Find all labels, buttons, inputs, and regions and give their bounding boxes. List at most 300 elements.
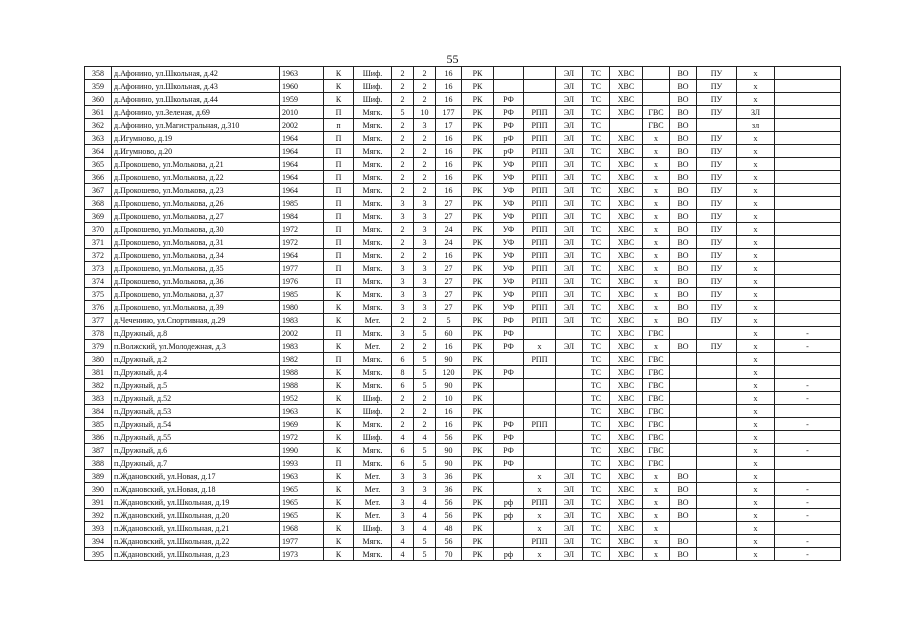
cell-col-vo: ВО (670, 184, 697, 197)
cell-floors: 3 (392, 327, 414, 340)
cell-col-el: ЭЛ (556, 288, 583, 301)
cell-address: п.Ждановский, ул.Школьная, д.22 (112, 535, 280, 548)
cell-col-hvs: ХВС (610, 314, 643, 327)
page-number: 55 (446, 52, 459, 66)
cell-col-gvs: х (643, 301, 670, 314)
table-row (85, 353, 841, 366)
cell-row-number: 382 (85, 379, 112, 392)
cell-col-rpp (524, 379, 556, 392)
table-row (85, 496, 841, 509)
cell-col-x: х (737, 405, 775, 418)
cell-col-x: х (737, 184, 775, 197)
cell-col-gvs: х (643, 210, 670, 223)
cell-col-pu: ПУ (697, 145, 737, 158)
cell-year-built: 1990 (280, 444, 324, 457)
cell-col-extra: - (775, 392, 841, 405)
cell-col-gvs (643, 93, 670, 106)
cell-entrances: 5 (414, 535, 436, 548)
cell-year-built: 1984 (280, 210, 324, 223)
cell-col-extra (775, 132, 841, 145)
cell-address: д.Афонино, ул.Школьная, д.43 (112, 80, 280, 93)
cell-col-el: ЭЛ (556, 314, 583, 327)
cell-address: п.Волжский, ул.Молодежная, д.3 (112, 340, 280, 353)
cell-col-gvs (643, 67, 670, 80)
cell-col-ts: ТС (583, 483, 610, 496)
cell-apartments: 10 (436, 392, 462, 405)
cell-col-pu: ПУ (697, 171, 737, 184)
cell-col-rf (494, 80, 524, 93)
cell-address: п.Ждановский, ул.Школьная, д.23 (112, 548, 280, 561)
cell-apartments: 27 (436, 210, 462, 223)
cell-col-hvs: ХВС (610, 171, 643, 184)
cell-wall-material: П (324, 236, 354, 249)
cell-col-rpp: РПП (524, 145, 556, 158)
cell-col-vo: ВО (670, 509, 697, 522)
cell-row-number: 375 (85, 288, 112, 301)
cell-floors: 3 (392, 262, 414, 275)
cell-entrances: 3 (414, 197, 436, 210)
cell-col-extra (775, 405, 841, 418)
cell-col-gvs: х (643, 288, 670, 301)
cell-col-rk: РК (462, 340, 494, 353)
cell-row-number: 359 (85, 80, 112, 93)
cell-col-gvs: ГВС (643, 119, 670, 132)
cell-row-number: 377 (85, 314, 112, 327)
cell-col-gvs: ГВС (643, 366, 670, 379)
cell-col-x: зл (737, 119, 775, 132)
cell-row-number: 373 (85, 262, 112, 275)
cell-wall-material: п (324, 119, 354, 132)
cell-col-rk: РК (462, 327, 494, 340)
cell-row-number: 381 (85, 366, 112, 379)
cell-col-extra: - (775, 548, 841, 561)
cell-address: п.Дружный, д.55 (112, 431, 280, 444)
cell-apartments: 16 (436, 405, 462, 418)
cell-col-rk: РК (462, 262, 494, 275)
cell-col-extra (775, 184, 841, 197)
cell-col-rk: РК (462, 366, 494, 379)
cell-apartments: 90 (436, 353, 462, 366)
cell-wall-material: К (324, 431, 354, 444)
cell-col-gvs: х (643, 548, 670, 561)
cell-roof-type: Мягк. (354, 548, 392, 561)
cell-col-el (556, 392, 583, 405)
cell-col-rpp (524, 93, 556, 106)
cell-entrances: 3 (414, 119, 436, 132)
cell-col-rk: РК (462, 379, 494, 392)
cell-roof-type: Мягк. (354, 119, 392, 132)
cell-col-gvs: ГВС (643, 444, 670, 457)
cell-roof-type: Мягк. (354, 262, 392, 275)
cell-roof-type: Мягк. (354, 158, 392, 171)
cell-entrances: 2 (414, 249, 436, 262)
cell-col-rf (494, 67, 524, 80)
cell-col-ts: ТС (583, 301, 610, 314)
cell-col-rpp: РПП (524, 535, 556, 548)
cell-col-gvs: х (643, 145, 670, 158)
cell-col-rpp (524, 67, 556, 80)
cell-year-built: 1952 (280, 392, 324, 405)
cell-floors: 2 (392, 93, 414, 106)
cell-roof-type: Мягк. (354, 275, 392, 288)
cell-address: п.Дружный, д.6 (112, 444, 280, 457)
cell-col-rpp (524, 392, 556, 405)
cell-col-hvs: ХВС (610, 431, 643, 444)
cell-entrances: 2 (414, 132, 436, 145)
cell-col-extra (775, 210, 841, 223)
cell-col-vo (670, 392, 697, 405)
cell-wall-material: К (324, 379, 354, 392)
cell-col-vo: ВО (670, 197, 697, 210)
cell-floors: 2 (392, 314, 414, 327)
cell-col-vo: ВО (670, 119, 697, 132)
cell-row-number: 368 (85, 197, 112, 210)
cell-col-x: х (737, 67, 775, 80)
cell-col-el (556, 405, 583, 418)
cell-address: п.Ждановский, ул.Школьная, д.19 (112, 496, 280, 509)
cell-col-pu (697, 483, 737, 496)
cell-col-extra: - (775, 418, 841, 431)
cell-col-rpp: РПП (524, 132, 556, 145)
cell-floors: 2 (392, 340, 414, 353)
cell-col-pu: ПУ (697, 197, 737, 210)
cell-col-vo: ВО (670, 470, 697, 483)
cell-wall-material: К (324, 535, 354, 548)
cell-roof-type: Шиф. (354, 405, 392, 418)
cell-col-hvs: ХВС (610, 184, 643, 197)
cell-year-built: 1964 (280, 249, 324, 262)
cell-roof-type: Мягк. (354, 366, 392, 379)
cell-year-built: 1983 (280, 340, 324, 353)
cell-roof-type: Мет. (354, 483, 392, 496)
cell-col-rf: УФ (494, 236, 524, 249)
cell-col-rpp: РПП (524, 301, 556, 314)
cell-col-vo (670, 327, 697, 340)
cell-col-el (556, 431, 583, 444)
cell-col-vo (670, 522, 697, 535)
cell-apartments: 48 (436, 522, 462, 535)
cell-col-ts: ТС (583, 418, 610, 431)
cell-col-rk: РК (462, 496, 494, 509)
cell-col-pu (697, 327, 737, 340)
table-row (85, 340, 841, 353)
cell-row-number: 393 (85, 522, 112, 535)
cell-col-rk: РК (462, 171, 494, 184)
cell-col-pu: ПУ (697, 236, 737, 249)
cell-col-hvs: ХВС (610, 418, 643, 431)
cell-col-x: х (737, 535, 775, 548)
cell-col-gvs: х (643, 223, 670, 236)
cell-col-rf: РФ (494, 340, 524, 353)
cell-col-el: ЭЛ (556, 119, 583, 132)
table-row (85, 301, 841, 314)
cell-col-ts: ТС (583, 353, 610, 366)
table-row (85, 93, 841, 106)
cell-col-x: х (737, 262, 775, 275)
cell-floors: 6 (392, 379, 414, 392)
cell-entrances: 3 (414, 223, 436, 236)
cell-roof-type: Мягк. (354, 132, 392, 145)
cell-entrances: 2 (414, 314, 436, 327)
cell-col-extra (775, 158, 841, 171)
cell-col-rpp: РПП (524, 184, 556, 197)
cell-col-rf: УФ (494, 184, 524, 197)
cell-apartments: 16 (436, 158, 462, 171)
cell-wall-material: К (324, 392, 354, 405)
table-row (85, 431, 841, 444)
cell-col-el: ЭЛ (556, 496, 583, 509)
cell-col-rpp: РПП (524, 197, 556, 210)
cell-year-built: 1988 (280, 379, 324, 392)
cell-col-rf: УФ (494, 249, 524, 262)
cell-entrances: 2 (414, 171, 436, 184)
cell-col-pu (697, 535, 737, 548)
cell-year-built: 1993 (280, 457, 324, 470)
cell-row-number: 362 (85, 119, 112, 132)
cell-col-extra (775, 145, 841, 158)
cell-col-rf: РФ (494, 431, 524, 444)
cell-col-gvs: х (643, 275, 670, 288)
cell-apartments: 120 (436, 366, 462, 379)
cell-col-hvs: ХВС (610, 197, 643, 210)
cell-col-ts: ТС (583, 444, 610, 457)
cell-year-built: 1976 (280, 275, 324, 288)
cell-col-rf: УФ (494, 210, 524, 223)
cell-col-vo: ВО (670, 301, 697, 314)
cell-col-rpp (524, 431, 556, 444)
cell-col-hvs: ХВС (610, 93, 643, 106)
cell-col-rf (494, 522, 524, 535)
cell-address: д.Афонино, ул.Магистральная, д.310 (112, 119, 280, 132)
cell-col-el: ЭЛ (556, 197, 583, 210)
cell-apartments: 60 (436, 327, 462, 340)
cell-col-pu: ПУ (697, 275, 737, 288)
cell-col-x: х (737, 379, 775, 392)
cell-floors: 6 (392, 353, 414, 366)
cell-floors: 6 (392, 457, 414, 470)
cell-col-x: х (737, 314, 775, 327)
cell-row-number: 366 (85, 171, 112, 184)
cell-wall-material: К (324, 483, 354, 496)
cell-col-x: х (737, 457, 775, 470)
cell-row-number: 360 (85, 93, 112, 106)
cell-col-pu: ПУ (697, 67, 737, 80)
cell-col-x: х (737, 548, 775, 561)
cell-col-gvs: х (643, 314, 670, 327)
cell-col-vo: ВО (670, 210, 697, 223)
cell-col-pu (697, 444, 737, 457)
cell-col-rf: УФ (494, 301, 524, 314)
cell-col-pu: ПУ (697, 184, 737, 197)
cell-col-el (556, 457, 583, 470)
cell-col-rpp: РПП (524, 275, 556, 288)
table-row (85, 197, 841, 210)
cell-year-built: 2002 (280, 119, 324, 132)
cell-wall-material: П (324, 353, 354, 366)
cell-wall-material: П (324, 223, 354, 236)
cell-roof-type: Мягк. (354, 327, 392, 340)
cell-col-gvs: х (643, 496, 670, 509)
cell-col-hvs: ХВС (610, 509, 643, 522)
cell-col-ts: ТС (583, 158, 610, 171)
cell-col-gvs: х (643, 197, 670, 210)
cell-col-extra (775, 80, 841, 93)
cell-col-gvs: х (643, 132, 670, 145)
cell-entrances: 5 (414, 548, 436, 561)
cell-col-rf: УФ (494, 223, 524, 236)
cell-address: п.Ждановский, ул.Новая, д.17 (112, 470, 280, 483)
cell-col-extra: - (775, 444, 841, 457)
cell-col-rf: рф (494, 496, 524, 509)
cell-col-el: ЭЛ (556, 67, 583, 80)
table-row (85, 145, 841, 158)
cell-col-extra (775, 93, 841, 106)
cell-roof-type: Мягк. (354, 444, 392, 457)
cell-year-built: 1964 (280, 158, 324, 171)
cell-col-ts: ТС (583, 509, 610, 522)
cell-floors: 5 (392, 106, 414, 119)
cell-col-pu (697, 470, 737, 483)
cell-col-extra (775, 262, 841, 275)
table-row (85, 366, 841, 379)
cell-col-ts: ТС (583, 236, 610, 249)
cell-roof-type: Шиф. (354, 93, 392, 106)
cell-floors: 2 (392, 67, 414, 80)
cell-apartments: 70 (436, 548, 462, 561)
cell-floors: 3 (392, 470, 414, 483)
cell-entrances: 2 (414, 418, 436, 431)
cell-col-extra (775, 301, 841, 314)
cell-col-rf: РФ (494, 366, 524, 379)
cell-col-rk: РК (462, 509, 494, 522)
cell-col-ts: ТС (583, 67, 610, 80)
cell-floors: 3 (392, 509, 414, 522)
table-row (85, 548, 841, 561)
cell-apartments: 16 (436, 145, 462, 158)
cell-roof-type: Шиф. (354, 392, 392, 405)
cell-col-rf (494, 353, 524, 366)
cell-wall-material: П (324, 184, 354, 197)
cell-address: п.Ждановский, ул.Школьная, д.20 (112, 509, 280, 522)
cell-col-hvs: ХВС (610, 340, 643, 353)
cell-col-gvs: ГВС (643, 392, 670, 405)
cell-col-hvs: ХВС (610, 496, 643, 509)
cell-col-hvs: ХВС (610, 548, 643, 561)
cell-col-x: х (737, 171, 775, 184)
cell-floors: 2 (392, 119, 414, 132)
cell-col-rk: РК (462, 119, 494, 132)
cell-col-extra (775, 431, 841, 444)
table-row (85, 275, 841, 288)
cell-roof-type: Мет. (354, 340, 392, 353)
table-row (85, 405, 841, 418)
cell-wall-material: К (324, 444, 354, 457)
cell-col-hvs: ХВС (610, 262, 643, 275)
cell-col-rk: РК (462, 249, 494, 262)
cell-col-el: ЭЛ (556, 509, 583, 522)
cell-col-vo (670, 366, 697, 379)
cell-entrances: 4 (414, 522, 436, 535)
cell-col-rpp: РПП (524, 353, 556, 366)
cell-entrances: 3 (414, 288, 436, 301)
cell-entrances: 2 (414, 405, 436, 418)
cell-col-ts: ТС (583, 132, 610, 145)
cell-roof-type: Мягк. (354, 210, 392, 223)
cell-col-rk: РК (462, 457, 494, 470)
cell-col-extra (775, 197, 841, 210)
cell-floors: 2 (392, 236, 414, 249)
cell-col-hvs (610, 119, 643, 132)
cell-col-rk: РК (462, 535, 494, 548)
cell-col-x: х (737, 444, 775, 457)
cell-col-extra: - (775, 483, 841, 496)
cell-col-pu (697, 496, 737, 509)
cell-col-rpp: РПП (524, 262, 556, 275)
cell-col-x: х (737, 236, 775, 249)
cell-col-extra (775, 119, 841, 132)
cell-col-rf: РФ (494, 418, 524, 431)
cell-col-x: х (737, 249, 775, 262)
cell-wall-material: П (324, 262, 354, 275)
cell-col-vo: ВО (670, 145, 697, 158)
cell-floors: 2 (392, 132, 414, 145)
cell-col-el (556, 444, 583, 457)
cell-col-x: х (737, 197, 775, 210)
cell-apartments: 27 (436, 301, 462, 314)
cell-col-rf (494, 535, 524, 548)
cell-col-extra: - (775, 327, 841, 340)
cell-row-number: 384 (85, 405, 112, 418)
cell-col-extra: - (775, 509, 841, 522)
cell-col-pu (697, 379, 737, 392)
cell-wall-material: К (324, 340, 354, 353)
cell-col-gvs: х (643, 184, 670, 197)
cell-row-number: 370 (85, 223, 112, 236)
cell-col-rk: РК (462, 470, 494, 483)
cell-col-vo: ВО (670, 340, 697, 353)
cell-col-rpp: РПП (524, 314, 556, 327)
table-row (85, 67, 841, 80)
cell-address: п.Дружный, д.7 (112, 457, 280, 470)
cell-roof-type: Мягк. (354, 197, 392, 210)
cell-col-ts: ТС (583, 262, 610, 275)
cell-col-rpp: РПП (524, 236, 556, 249)
cell-roof-type: Шиф. (354, 80, 392, 93)
cell-roof-type: Шиф. (354, 431, 392, 444)
cell-col-rk: РК (462, 106, 494, 119)
cell-col-rf: рФ (494, 145, 524, 158)
cell-col-extra (775, 236, 841, 249)
cell-wall-material: К (324, 93, 354, 106)
cell-row-number: 376 (85, 301, 112, 314)
cell-col-ts: ТС (583, 93, 610, 106)
cell-col-pu: ПУ (697, 223, 737, 236)
cell-col-gvs (643, 80, 670, 93)
cell-col-pu: ПУ (697, 132, 737, 145)
cell-col-ts: ТС (583, 210, 610, 223)
cell-col-rk: РК (462, 93, 494, 106)
cell-col-vo (670, 444, 697, 457)
cell-entrances: 5 (414, 327, 436, 340)
table-row (85, 379, 841, 392)
cell-col-el: ЭЛ (556, 158, 583, 171)
cell-entrances: 5 (414, 457, 436, 470)
cell-col-rk: РК (462, 314, 494, 327)
cell-col-hvs: ХВС (610, 158, 643, 171)
cell-col-rpp: х (524, 483, 556, 496)
cell-col-extra (775, 171, 841, 184)
cell-col-rk: РК (462, 275, 494, 288)
